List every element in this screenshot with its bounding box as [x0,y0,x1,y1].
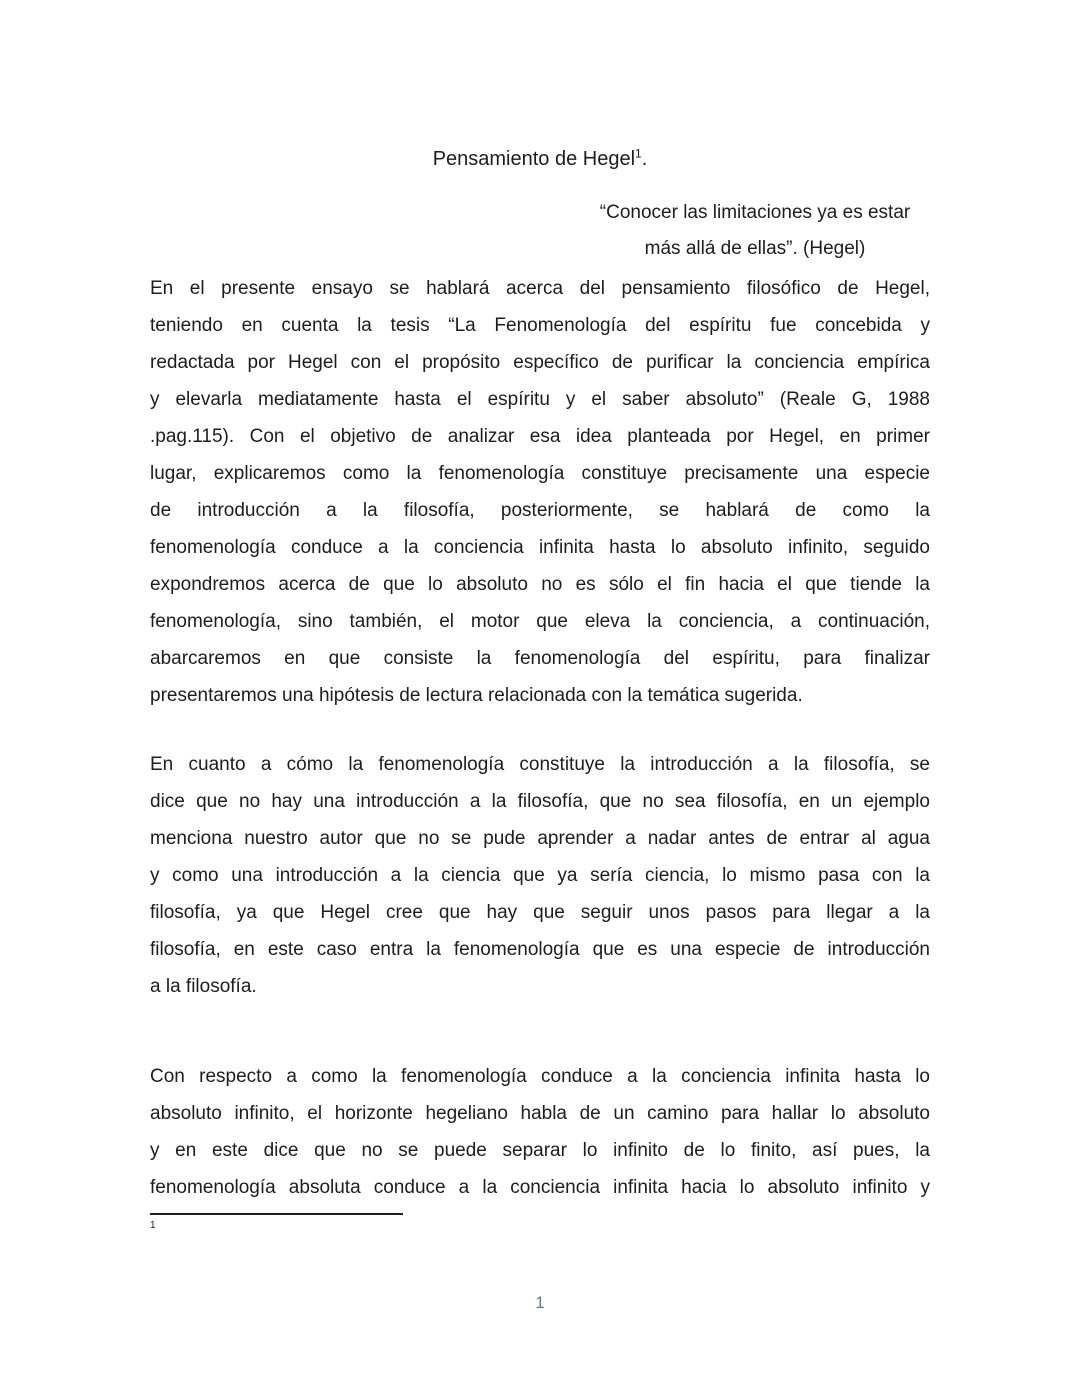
footnote-marker: 1 [150,1220,156,1231]
paragraph-infinite-consciousness [150,1058,930,1206]
page-title-text: Pensamiento de Hegel [432,148,636,170]
text-line: de introducción a la filosofía, posteriormente, se hablará de como la [150,500,930,521]
page-title [150,147,930,171]
text-line: fenomenología conduce a la conciencia infinita hasta lo absoluto infinito, seguido [150,537,930,558]
text-line: filosofía, ya que Hegel cree que hay que seguir unos pasos para llegar a la [150,902,930,923]
page-title-suffix: . [641,148,648,170]
text-line: expondremos acerca de que lo absoluto no es sólo el fin hacia el que tiende la [150,574,930,595]
footnote-reference: 1 [635,146,642,161]
text-line: presentaremos una hipótesis de lectura relacionada con la temática sugerida. [150,685,803,706]
text-line: “Conocer las limitaciones ya es estar [599,202,911,223]
paragraph-introduction-to-philosophy [150,746,930,1005]
text-line: fenomenología absoluta conduce a la conciencia infinita hacia lo absoluto infinito y [150,1177,930,1198]
text-line: teniendo en cuenta la tesis “La Fenomenología del espíritu fue concebida y [150,315,930,336]
text-line: .pag.115). Con el objetivo de analizar esa idea planteada por Hegel, en primer [150,426,930,447]
text-line: dice que no hay una introducción a la filosofía, que no sea filosofía, en un ejemplo [150,791,930,812]
text-line: En cuanto a cómo la fenomenología constituye la introducción a la filosofía, se [150,754,930,775]
text-line: En el presente ensayo se hablará acerca del pensamiento filosófico de Hegel, [150,278,930,299]
epigraph-quote [580,195,930,267]
text-line: abarcaremos en que consiste la fenomenología del espíritu, para finalizar [150,648,930,669]
text-line: y elevarla mediatamente hasta el espíritu y el saber absoluto” (Reale G, 1988 [150,389,930,410]
text-line: redactada por Hegel con el propósito específico de purificar la conciencia empírica [150,352,930,373]
text-line: filosofía, en este caso entra la fenomenología que es una especie de introducción [150,939,930,960]
text-line: y en este dice que no se puede separar lo infinito de lo finito, así pues, la [150,1140,930,1161]
text-line: menciona nuestro autor que no se pude aprender a nadar antes de entrar al agua [150,828,930,849]
text-line: Con respecto a como la fenomenología conduce a la conciencia infinita hasta lo [150,1066,930,1087]
text-line: a la filosofía. [150,976,257,997]
text-line: absoluto infinito, el horizonte hegeliano habla de un camino para hallar lo absoluto [150,1103,930,1124]
footnote-area [150,1213,930,1232]
text-line: lugar, explicaremos como la fenomenología constituye precisamente una especie [150,463,930,484]
footnote-separator-rule [150,1213,403,1215]
text-line: más allá de ellas”. (Hegel) [644,238,866,259]
paragraph-intro [150,270,930,714]
text-line: y como una introducción a la ciencia que ya sería ciencia, lo mismo pasa con la [150,865,930,886]
document-content [150,0,930,1232]
page-number: 1 [535,1293,545,1312]
text-line: fenomenología, sino también, el motor que eleva la conciencia, a continuación, [150,611,930,632]
